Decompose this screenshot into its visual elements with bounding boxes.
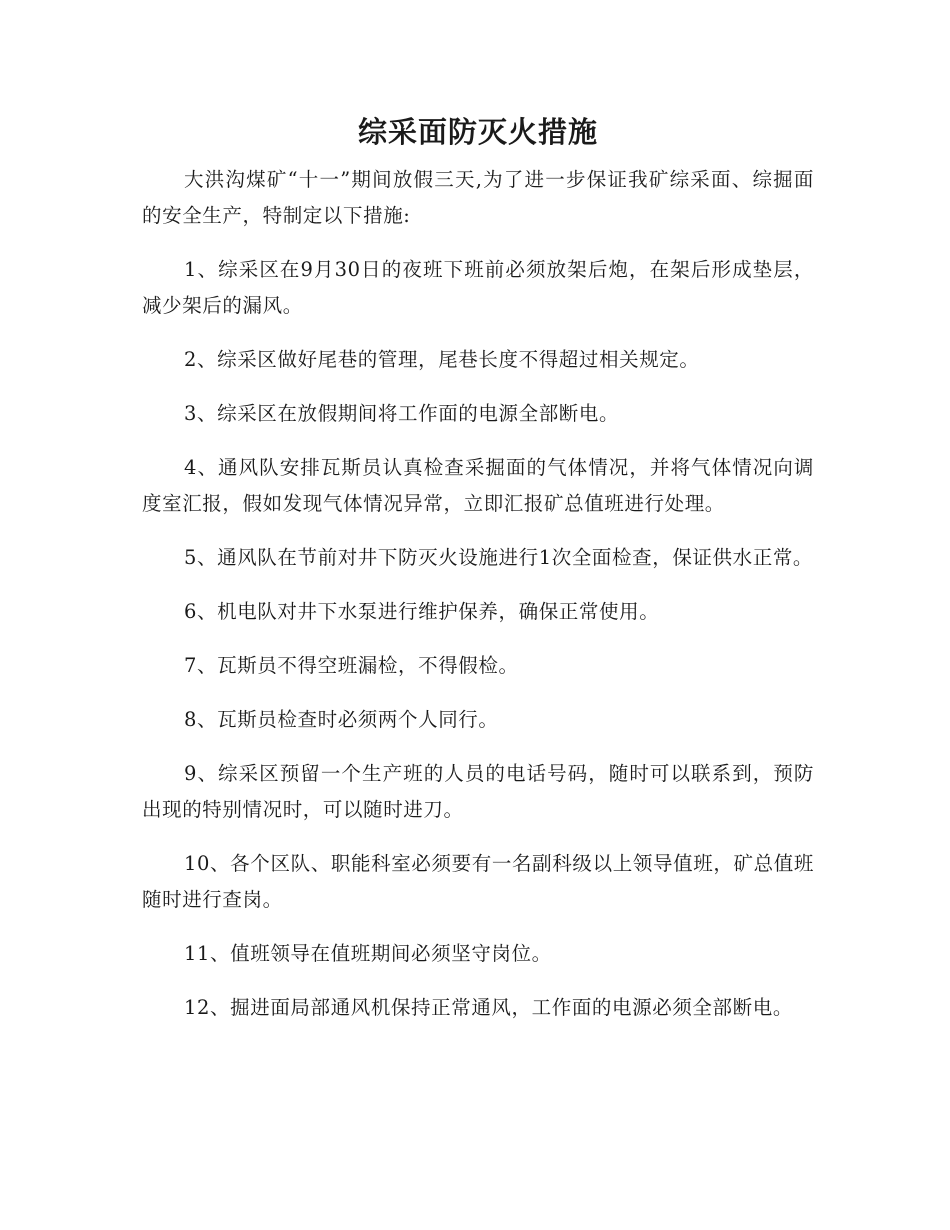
measure-item-4: 4、通风队安排瓦斯员认真检查采掘面的气体情况，并将气体情况向调度室汇报，假如发现气体情况异常，立即汇报矿总值班进行处理。 xyxy=(142,456,814,515)
measure-item-12: 12、掘进面局部通风机保持正常通风，工作面的电源必须全部断电。 xyxy=(184,996,793,1019)
measure-item-7: 7、瓦斯员不得空班漏检，不得假检。 xyxy=(184,654,519,677)
document-title: 综采面防灭火措施 xyxy=(357,115,598,149)
intro-paragraph: 大洪沟煤矿“十一”期间放假三天,为了进一步保证我矿综采面、综掘面的安全生产，特制定以下措施: xyxy=(142,168,814,227)
measure-item-9: 9、综采区预留一个生产班的人员的电话号码，随时可以联系到，预防出现的特别情况时，可以随时进刀。 xyxy=(142,762,814,821)
measure-item-2: 2、综采区做好尾巷的管理，尾巷长度不得超过相关规定。 xyxy=(184,348,700,371)
measure-item-5: 5、通风队在节前对井下防灭火设施进行1次全面检查，保证供水正常。 xyxy=(184,546,814,569)
measure-item-8: 8、瓦斯员检查时必须两个人同行。 xyxy=(184,708,499,731)
measure-item-6: 6、机电队对井下水泵进行维护保养，确保正常使用。 xyxy=(184,600,660,623)
measure-item-11: 11、值班领导在值班期间必须坚守岗位。 xyxy=(184,942,552,965)
document-page xyxy=(142,108,814,1044)
measure-item-10: 10、各个区队、职能科室必须要有一名副科级以上领导值班，矿总值班随时进行查岗。 xyxy=(142,852,814,911)
measure-item-3: 3、综采区在放假期间将工作面的电源全部断电。 xyxy=(184,402,620,425)
measure-item-1: 1、综采区在9月30日的夜班下班前必须放架后炮，在架后形成垫层，减少架后的漏风。 xyxy=(142,258,814,317)
